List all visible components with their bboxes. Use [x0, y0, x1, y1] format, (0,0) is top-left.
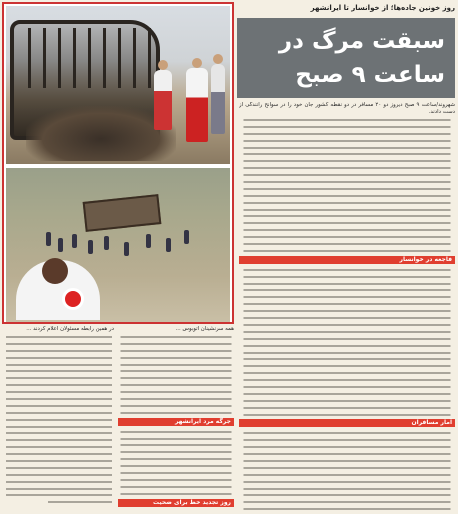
headline-kicker: روز خونین جاده‌ها؛ از خوانسار تا ایرانشهر: [310, 4, 455, 12]
crash-scene-photo: [6, 168, 230, 322]
crowd-figure: [58, 238, 63, 252]
rescuer-figure: [186, 68, 208, 142]
crowd-figure: [166, 238, 171, 252]
subhead: فاجعه در خوانسار: [239, 256, 455, 264]
crowd-figure: [104, 236, 109, 250]
text-lines: [239, 266, 455, 418]
text-lines: [118, 428, 234, 497]
headline-box: [237, 18, 455, 98]
bus-frame-ribs: [16, 28, 154, 88]
rescuer-head: [158, 60, 168, 70]
article-column-middle: [118, 326, 234, 512]
text-lines: [118, 509, 234, 512]
subhead: روز تجدید خط برای ضحیت: [118, 499, 234, 507]
left-intro: در همین رابطه مسئولان اعلام کردند ...: [26, 326, 114, 332]
crowd-figure: [146, 234, 151, 248]
rescuer-head: [192, 58, 202, 68]
text-lines: [118, 333, 234, 416]
rescuer-figure: [154, 70, 172, 130]
crowd-figure: [184, 230, 189, 244]
article-column-left: [4, 326, 114, 512]
crowd-figure: [124, 242, 129, 256]
subhead: جرگه مرد ایرانشهر: [118, 418, 234, 426]
subhead: آمار مسافران: [239, 419, 455, 427]
crowd-figure: [88, 240, 93, 254]
overturned-bus-shape: [83, 194, 162, 232]
bystander-figure: [211, 64, 225, 134]
bystander-head: [213, 54, 223, 64]
text-lines: [239, 429, 455, 510]
article-intro: شهروند/ساعت ۹ صبح دیروز دو ۲۰ مسافر در دو نقطه کشور جان خود را در سوانح رانندگی از دست دادند.: [239, 102, 455, 115]
photo-block: [2, 2, 234, 324]
headline-title: سبقت مرگ در ساعت ۹ صبح: [278, 28, 445, 88]
text-lines: [239, 116, 455, 254]
red-crescent-logo: [62, 288, 84, 310]
medic-head: [42, 258, 68, 284]
middle-intro: همه سرنشینان اتوبوس ...: [175, 326, 234, 332]
crowd-figure: [72, 234, 77, 248]
article-column-right: [239, 102, 455, 510]
crowd-figure: [46, 232, 51, 246]
text-lines: [4, 333, 114, 505]
burned-bus-photo: [6, 6, 230, 164]
